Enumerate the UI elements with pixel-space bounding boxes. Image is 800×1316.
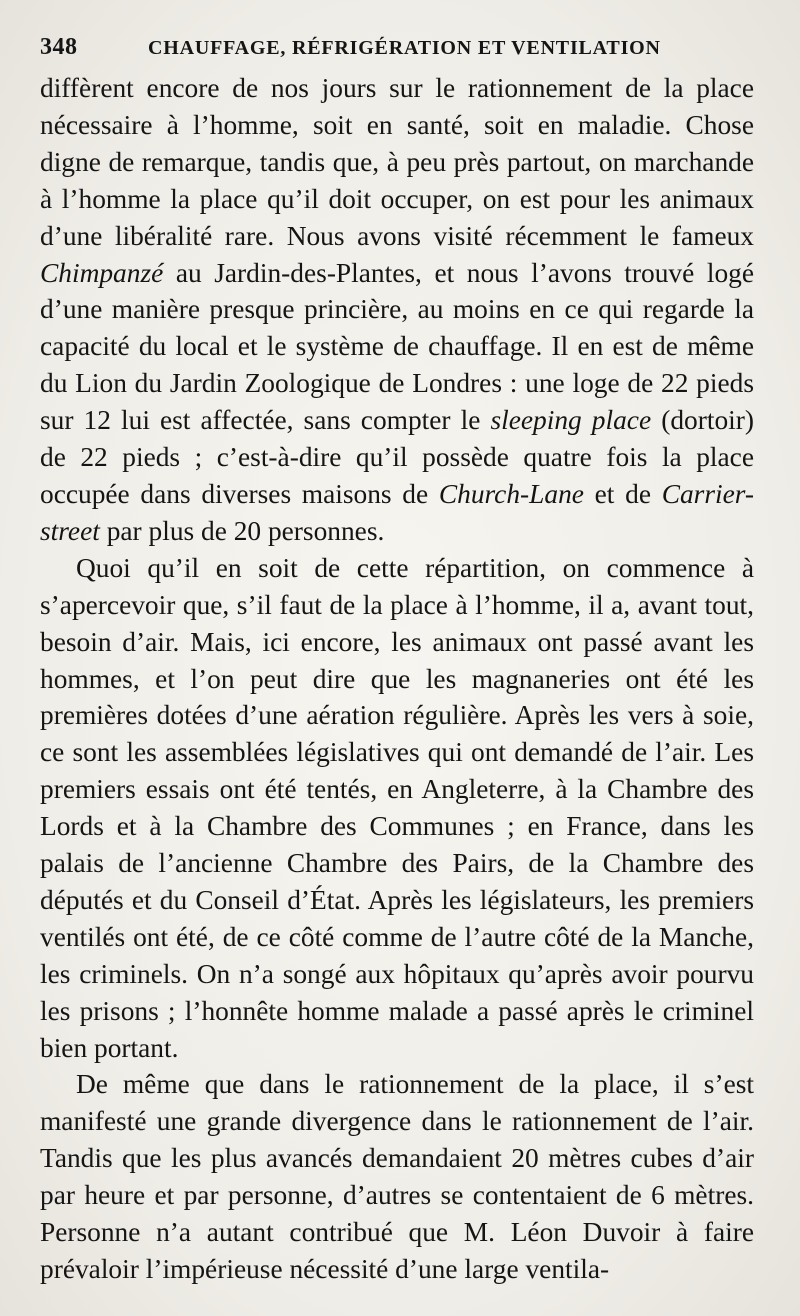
running-head <box>40 34 754 70</box>
body-text <box>40 70 754 1288</box>
italic-phrase: Church-Lane <box>438 478 584 509</box>
text-segment: De même que dans le rationnement de la place, il s’est manifesté une grande divergence dans le rationnement de l’air. Tandis que les plus avancés demandaient 20 mètres cubes d’air par heure et par personne, d’autres se contentaient de 6 mètres. Personne n’a autant contribué que M. Léon Duvoir à faire prévaloir l’impérieuse nécessité d’une large ventila- <box>40 1069 754 1284</box>
paragraph-2 <box>40 550 754 1067</box>
paragraph-1 <box>40 70 754 550</box>
running-head-title: CHAUFFAGE, RÉFRIGÉRATION ET VENTILATION <box>148 37 661 59</box>
page-number: 348 <box>40 34 78 60</box>
paragraph-3 <box>40 1066 754 1287</box>
italic-phrase: Chimpanzé <box>40 257 164 288</box>
text-segment: et de <box>583 478 662 509</box>
text-segment: au Jardin-des-Plantes, et nous l’avons trouvé logé d’une manière presque princière, au moins en ce qui regarde la capacité du local et le système de chauffage. Il en est de même du Lion du Jardin Zoologique de Londres : une loge de 22 pieds sur 12 lui est affectée, sans compter le <box>40 257 754 436</box>
text-segment: Quoi qu’il en soit de cette répartition, on commence à s’apercevoir que, s’il faut de la place à l’homme, il a, avant tout, besoin d’air. Mais, ici encore, les animaux ont passé avant les hommes, et l’on peut dire que les magnaneries ont été les premières dotées d’une aération régulière. Après les vers à soie, ce sont les assemblées législatives qui ont demandé de l’air. Les premiers essais ont été tentés, en Angleterre, à la Chambre des Lords et à la Chambre des Communes ; en France, dans les palais de l’ancienne Chambre des Pairs, de la Chambre des députés et du Conseil d’État. Après les législateurs, les premiers ventilés ont été, de ce côté comme de l’autre côté de la Manche, les criminels. On n’a songé aux hôpitaux qu’après avoir pourvu les prisons ; l’honnête homme malade a passé après le criminel bien portant. <box>40 552 754 1063</box>
italic-phrase: Carrier-street <box>40 478 754 546</box>
text-segment: diffèrent encore de nos jours sur le rationnement de la place nécessaire à l’homme, soit en santé, soit en maladie. Chose digne de remarque, tandis que, à peu près partout, on marchande à l’homme la place qu’il doit occuper, on est pour les animaux d’une libéralité rare. Nous avons visité récemment le fameux <box>40 73 754 251</box>
italic-phrase: sleeping place <box>490 405 652 436</box>
text-segment: (dortoir) de 22 pieds ; c’est-à-dire qu’il possède quatre fois la place occupée dans diverses maisons de <box>40 405 754 509</box>
text-segment: par plus de 20 personnes. <box>99 515 385 546</box>
